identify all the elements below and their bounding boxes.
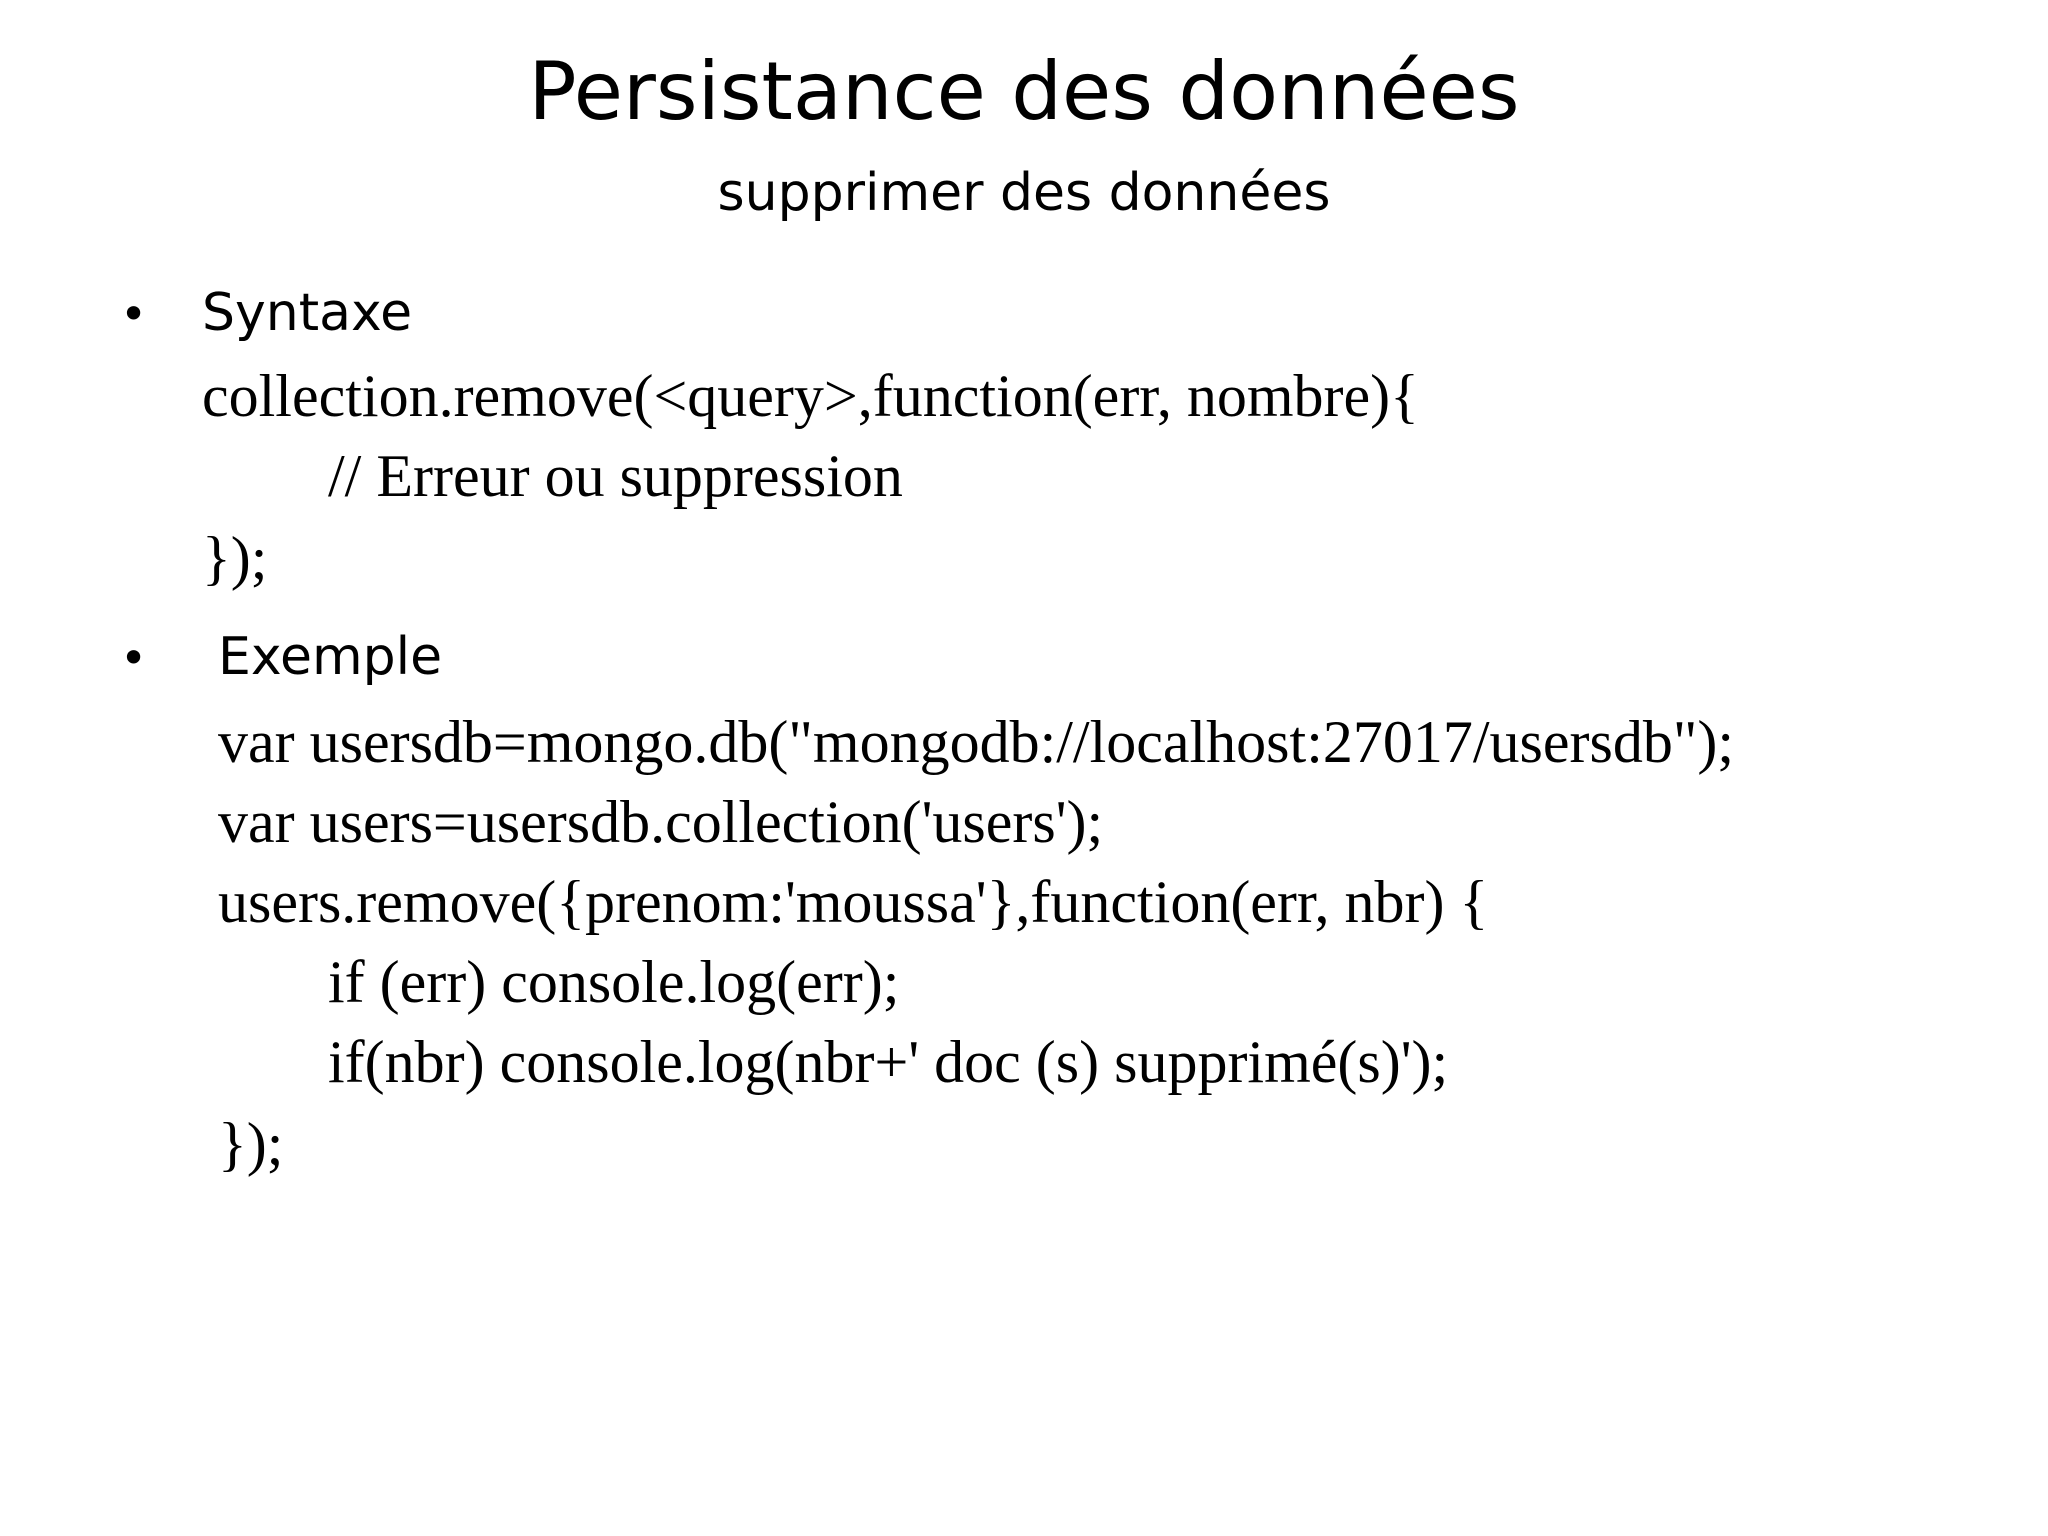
bullet-syntaxe: •	[120, 287, 148, 341]
code-line: });	[218, 1111, 284, 1177]
code-line: });	[202, 525, 268, 591]
slide-title: Persistance des données	[528, 45, 1520, 138]
heading-syntaxe: Syntaxe	[202, 283, 413, 343]
code-line: if (err) console.log(err);	[328, 949, 900, 1015]
code-line: if(nbr) console.log(nbr+' doc (s) supprimé(s)');	[328, 1029, 1449, 1095]
code-line: // Erreur ou suppression	[328, 443, 903, 509]
code-line: var usersdb=mongo.db("mongodb://localhost:27017/usersdb");	[218, 709, 1734, 775]
code-line: collection.remove(<query>,function(err, nombre){	[202, 363, 1419, 429]
code-line: var users=usersdb.collection('users');	[218, 789, 1104, 855]
bullet-exemple: •	[120, 631, 148, 685]
code-line: users.remove({prenom:'moussa'},function(err, nbr) {	[218, 869, 1489, 935]
slide-subtitle: supprimer des données	[717, 163, 1331, 223]
heading-exemple: Exemple	[218, 627, 443, 687]
